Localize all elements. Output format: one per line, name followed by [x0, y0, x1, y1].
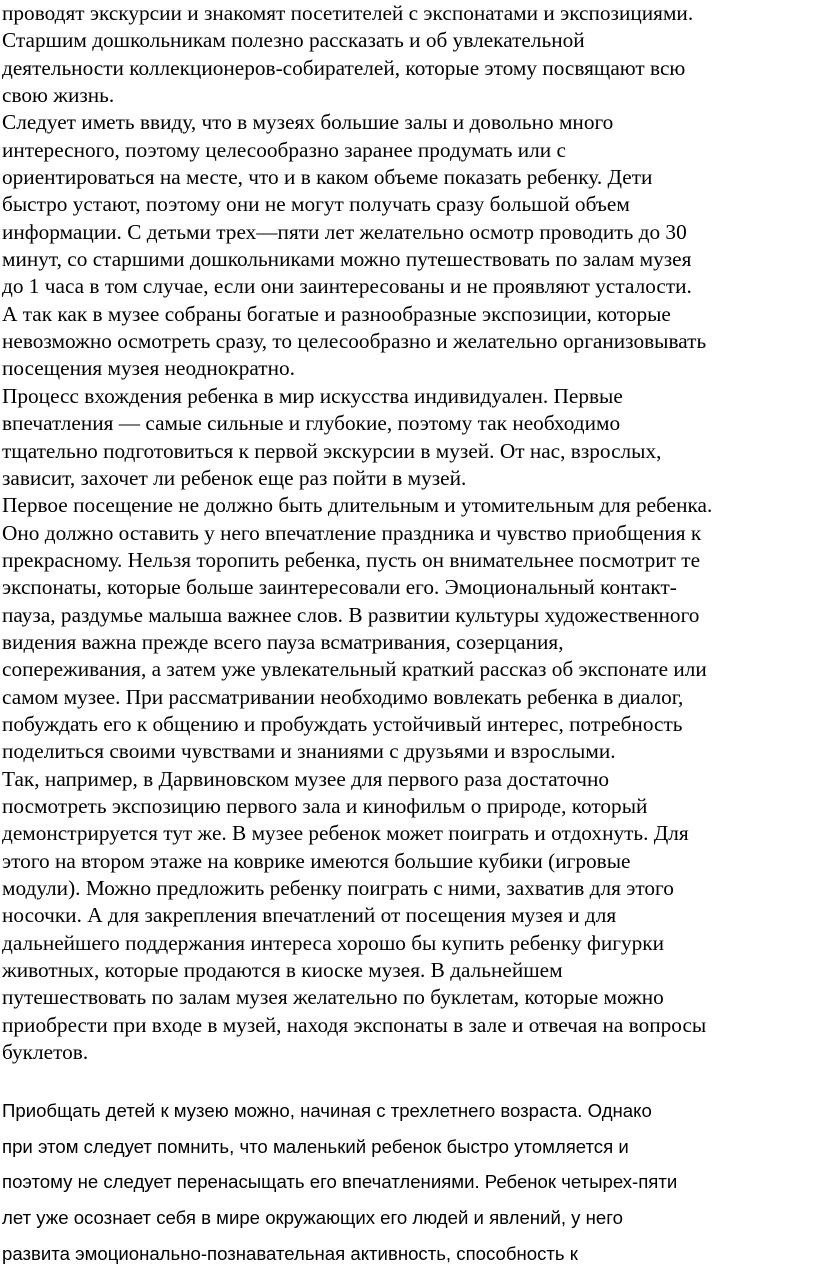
final-paragraph-block	[2, 1093, 814, 1272]
paragraph: Так, например, в Дарвиновском музее для первого раза достаточно посмотреть экспозицию первого зала и кинофильм о природе, который демонстрируется тут же. В музее ребенок может поиграть и отдохнуть. Для этого на втором этаже на коврике имеются большие кубики (игровые модули). Можно предложить ребенку поиграть с ними, захватив для этого носочки. А для закрепления впечатлений от посещения музея и для дальнейшего поддержания интереса хорошо бы купить ребенку фигурки животных, которые продаются в киоске музея. В дальнейшем путешествовать по залам музея желательно по буклетам, которые можно приобрести при входе в музей, находя экспонаты в зале и отвечая на вопросы буклетов.	[2, 766, 707, 1065]
paragraph: проводят экскурсии и знакомят посетителей с экспонатами и экспозициями. Старшим дошкольникам полезно рассказать и об увлекательной деятельности коллекционеров-собирателей, которые этому посвящают всю свою жизнь.	[2, 1, 694, 108]
paragraph: Первое посещение не должно быть длительным и утомительным для ребенка. Оно должно оставить у него впечатление праздника и чувство приобщения к прекрасному. Нельзя торопить ребенка, пусть он внимательнее посмотрит те экспонаты, которые больше заинтересовали его. Эмоциональный контакт- пауза, раздумье малыша важнее слов. В развитии культуры художественного видения важна прежде всего пауза всматривания, созерцания, сопереживания, а затем уже увлекательный краткий рассказ об экспонате или самом музее. При рассматривании необходимо вовлекать ребенка в диалог, побуждать его к общению и пробуждать устойчивый интерес, потребность поделиться своими чувствами и знаниями с друзьями и взрослыми.	[2, 493, 713, 764]
paragraph: Следует иметь ввиду, что в музеях большие залы и довольно много интересного, поэтому целесообразно заранее продумать или с ориентироваться на месте, что и в каком объеме показать ребенку. Дети быстро устают, поэтому они не могут получать сразу большой объем информации. С детьми трех—пяти лет желательно осмотр проводить до 30 минут, со старшими дошкольниками можно путешествовать по залам музея до 1 часа в том случае, если они заинтересованы и не проявляют усталости.	[2, 110, 692, 299]
final-paragraph: Приобщать детей к музею можно, начиная с трехлетнего возраста. Однако при этом следует помнить, что маленький ребенок быстро утомляется и поэтому не следует перенасыщать его впечатлениями. Ребенок четырех-пяти лет уже осознает себя в мире окружающих его людей и явлений, у него развита эмоционально-познавательная активность, способность к	[2, 1100, 678, 1264]
body-text	[2, 0, 814, 1066]
paragraph: Процесс вхождения ребенка в мир искусства индивидуален. Первые впечатления — самые сильные и глубокие, поэтому так необходимо тщательно подготовиться к первой экскурсии в музей. От нас, взрослых, зависит, захочет ли ребенок еще раз пойти в музей.	[2, 383, 662, 490]
paragraph: А так как в музее собраны богатые и разнообразные экспозиции, которые невозможно осмотреть сразу, то целесообразно и желательно организовывать посещения музея неоднократно.	[2, 301, 707, 381]
